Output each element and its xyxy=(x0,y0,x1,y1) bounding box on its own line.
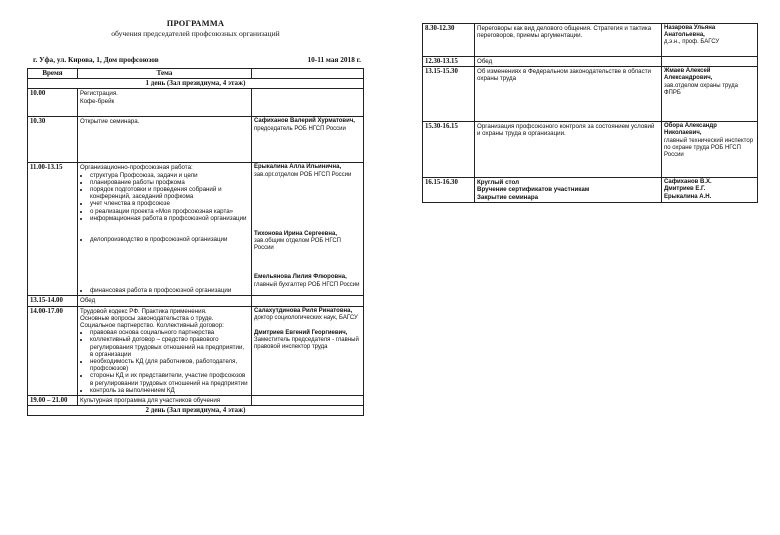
topic-list xyxy=(80,329,249,394)
list-item: • финансовая работа в профсоюзной организации xyxy=(90,287,249,294)
topic-line: Трудовой кодекс РФ. Практика применения. xyxy=(80,307,207,315)
title-block xyxy=(27,0,364,39)
list-item: • стороны КД и их представители, участие профсоюзов в регулировании трудовых отношений на предприятии xyxy=(90,372,249,386)
row-time: 16.15-16.30 xyxy=(423,178,475,203)
list-item: • планирование работы профкома xyxy=(90,179,249,186)
row-speaker xyxy=(662,122,758,178)
speaker-name: Ерыкалина А.Н. xyxy=(664,193,712,200)
speaker-role: главный технический инспектор по охране труда РОБ НГСП России xyxy=(664,137,754,159)
row-time: 12.30-13.15 xyxy=(423,57,475,67)
speaker-role: Заместитель председателя - главный правовой инспектор труда xyxy=(254,337,359,351)
page-left xyxy=(27,0,364,416)
topic-line: Вручение сертификатов участникам xyxy=(477,186,590,194)
table-row xyxy=(423,67,758,122)
row-speaker xyxy=(252,296,364,306)
column-header-time: Время xyxy=(28,69,78,79)
topic-line: Социальное партнерство. Коллективный договор: xyxy=(80,322,224,330)
list-item: • информационная работа в профсоюзной организации xyxy=(90,215,249,222)
list-item: • контроль за выполнением КД xyxy=(90,387,249,394)
row-speaker xyxy=(252,306,364,395)
row-time: 13.15-14.00 xyxy=(28,296,78,306)
row-topic xyxy=(78,163,252,296)
topic-heading: Организационно-профсоюзная работа: xyxy=(80,164,193,172)
program-subtitle: обучения председателей профсоюзных организаций xyxy=(111,29,280,38)
speaker-name: Емельянова Лилия Флюровна, xyxy=(254,274,347,281)
speaker-name: Жмаев Алексей Александрович, xyxy=(664,68,713,82)
speaker-name: Ерыкалина Алла Ильинична, xyxy=(254,164,342,171)
row-topic: Обед xyxy=(78,296,252,306)
speaker-role: главный бухгалтер РОБ НГСП России xyxy=(254,281,360,288)
row-time: 13.15-15.30 xyxy=(423,67,475,122)
row-topic xyxy=(78,306,252,395)
list-item: • учет членства в профсоюзе xyxy=(90,200,249,207)
speaker-name: Салахутдинова Риля Ринатовна, xyxy=(254,307,353,314)
row-topic: Переговоры как вид делового общения. Стратегия и тактика переговоров, приемы аргументации. xyxy=(475,24,662,57)
row-time: 10.30 xyxy=(28,117,78,163)
speaker-role: зав.общим отделом РОБ НГСП России xyxy=(254,238,341,252)
row-time: 14.00-17.00 xyxy=(28,306,78,395)
speaker-role: д.э.н., проф. БАГСУ xyxy=(664,39,720,46)
speaker-name: Сафиханов В.Х. xyxy=(664,179,712,186)
table-row xyxy=(28,396,364,406)
row-speaker xyxy=(662,57,758,67)
row-topic xyxy=(78,89,252,117)
day-header-row xyxy=(28,79,364,89)
table-row xyxy=(423,178,758,203)
row-time: 19.00 – 21.00 xyxy=(28,396,78,406)
list-item: • о реализации проекта «Моя профсоюзная карта» xyxy=(90,208,249,215)
table-row xyxy=(28,296,364,306)
day-header-row xyxy=(28,406,364,416)
topic-line: Кофе-брейк xyxy=(80,97,115,105)
location-address: г. Уфа, ул. Кирова, 1, Дом профсоюзов xyxy=(33,55,159,64)
row-time: 11.00-13.15 xyxy=(28,163,78,296)
row-topic: Обед xyxy=(475,57,662,67)
schedule-table-day1 xyxy=(27,68,364,416)
list-item: • структура Профсоюза, задачи и цели xyxy=(90,172,249,179)
speaker-name: Дмитриев Евгений Георгиевич, xyxy=(254,330,348,337)
program-title: ПРОГРАММА xyxy=(166,19,225,28)
column-header-speaker xyxy=(252,69,364,79)
speaker-role: зав.орг.отделом РОБ НГСП России xyxy=(254,171,352,178)
column-header-topic: Тема xyxy=(78,69,252,79)
topic-line: Закрытие семинара xyxy=(477,193,539,201)
list-item: • делопроизводство в профсоюзной организации xyxy=(90,236,249,243)
table-row xyxy=(28,163,364,296)
list-item: • правовая основа социального партнерства xyxy=(90,329,249,336)
speaker-name: Назарова Ульяна Анатольевна, xyxy=(664,25,716,39)
speaker-name: Обора Александр Николаевич, xyxy=(664,123,717,137)
day2-header: 2 день (Зал президиума, 4 этаж) xyxy=(28,406,364,416)
row-topic: Культурная программа для участников обучения xyxy=(78,396,252,406)
row-speaker xyxy=(252,163,364,296)
day1-header: 1 день (Зал президиума, 4 этаж) xyxy=(28,79,364,89)
speaker-role: доктор социологических наук, БАГСУ xyxy=(254,314,358,321)
row-time: 15.30-16.15 xyxy=(423,122,475,178)
table-row xyxy=(28,117,364,163)
table-row xyxy=(423,57,758,67)
row-speaker xyxy=(662,67,758,122)
row-topic: Организация профсоюзного контроля за состоянием условий и охраны труда в организации. xyxy=(475,122,662,178)
row-topic xyxy=(475,178,662,203)
table-row xyxy=(423,24,758,57)
row-speaker xyxy=(662,24,758,57)
list-item: • порядок подготовки и проведения собраний и конференций, заседаний профкома xyxy=(90,186,249,200)
speaker-role: зав.отделом охраны труда ФПРБ xyxy=(664,82,738,96)
topic-line: Основные вопросы законодательства о труде. xyxy=(80,314,214,322)
table-row xyxy=(28,89,364,117)
row-topic: Об изменениях в Федеральном законодательстве в области охраны труда xyxy=(475,67,662,122)
event-dates: 10-11 мая 2018 г. xyxy=(307,55,361,64)
location-row xyxy=(27,55,364,64)
speaker-name: Сафиханов Валерий Хурматович, xyxy=(254,118,355,125)
row-speaker xyxy=(252,396,364,406)
list-item: • необходимость КД (для работников, работодателя, профсоюзов) xyxy=(90,358,249,372)
topic-list xyxy=(80,172,249,295)
table-row xyxy=(28,306,364,395)
page-right xyxy=(422,23,758,203)
speaker-role: председатель РОБ НГСП России xyxy=(254,125,346,132)
row-speaker xyxy=(252,89,364,117)
table-header-row xyxy=(28,69,364,79)
topic-line: Регистрация. xyxy=(80,90,118,98)
speaker-name: Тихонова Ирина Сергеевна, xyxy=(254,230,337,237)
row-speaker xyxy=(252,117,364,163)
list-item: • коллективный договор – средство правового регулирования трудовых отношений на предприятии, в организации xyxy=(90,336,249,358)
row-time: 8.30-12.30 xyxy=(423,24,475,57)
row-speaker xyxy=(662,178,758,203)
schedule-table-day2 xyxy=(422,23,758,203)
row-time: 10.00 xyxy=(28,89,78,117)
row-topic: Открытие семинара. xyxy=(78,117,252,163)
table-row xyxy=(423,122,758,178)
topic-line: Круглый стол xyxy=(477,179,520,187)
speaker-name: Дмитриев Е.Г. xyxy=(664,186,706,193)
